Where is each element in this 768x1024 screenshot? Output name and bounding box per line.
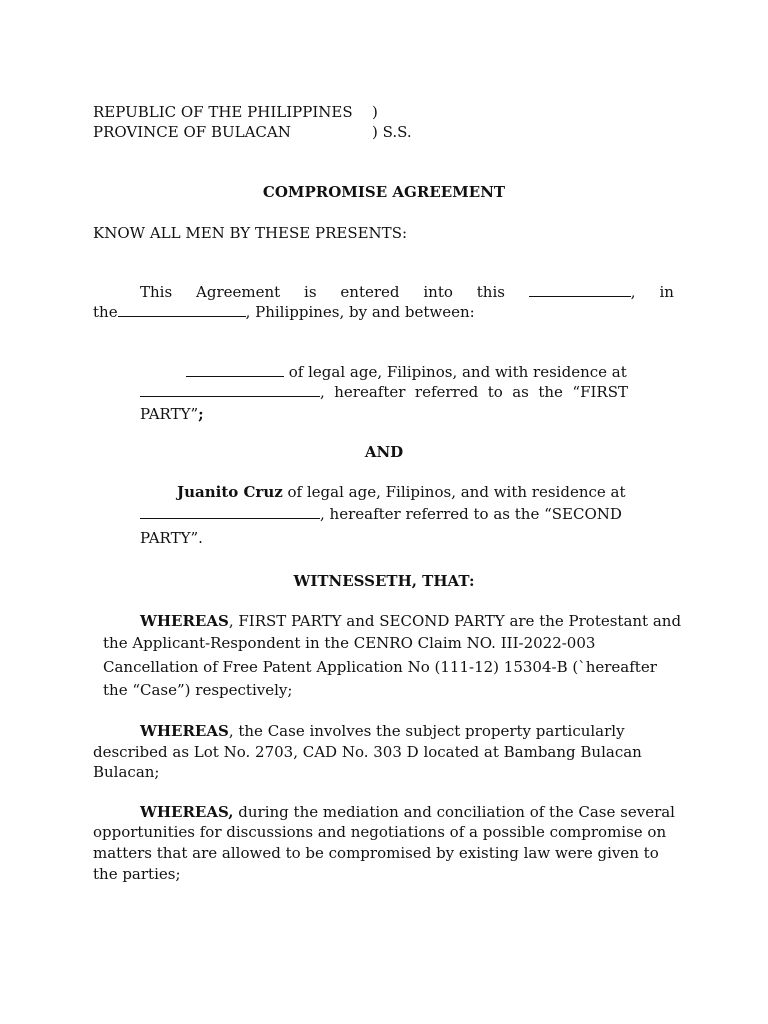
intro-word: entered xyxy=(340,283,400,301)
whereas-2-line-1 xyxy=(140,721,625,741)
whereas-1-line-2: the Applicant-Respondent in the CENRO Claim NO. III-2022-003 xyxy=(103,634,596,652)
header-republic: REPUBLIC OF THE PHILIPPINES xyxy=(93,103,353,121)
first-party-line-1 xyxy=(186,362,627,382)
whereas-1-text-1: , FIRST PARTY and SECOND PARTY are the Protestant and xyxy=(228,612,682,630)
intro-word: This xyxy=(140,283,173,301)
first-party-label: PARTY” xyxy=(140,405,199,423)
first-party-word: the xyxy=(538,383,563,401)
witnesseth-heading: WITNESSETH, THAT: xyxy=(293,572,475,590)
first-party-semicolon: ; xyxy=(198,405,204,423)
whereas-3-line-1 xyxy=(140,802,675,822)
intro-word: into xyxy=(423,283,453,301)
date-blank-group xyxy=(529,282,636,302)
intro-word: is xyxy=(304,283,317,301)
first-party-line-3 xyxy=(140,404,204,424)
whereas-1-line-1 xyxy=(140,611,681,631)
intro-line-1 xyxy=(140,282,674,302)
header-paren: ) xyxy=(372,103,378,121)
date-blank[interactable] xyxy=(529,282,631,297)
first-party-text-1: of legal age, Filipinos, and with residence at xyxy=(284,363,627,381)
whereas-label: WHEREAS, xyxy=(140,803,234,821)
intro-word-in: in xyxy=(659,283,674,301)
whereas-3-line-3: matters that are allowed to be compromised by existing law were given to xyxy=(93,844,659,862)
first-party-residence-group xyxy=(140,382,325,402)
second-party-residence-blank[interactable] xyxy=(140,504,320,519)
first-party-word: “FIRST xyxy=(572,383,628,401)
intro-word: Agreement xyxy=(196,283,281,301)
know-all-line: KNOW ALL MEN BY THESE PRESENTS: xyxy=(93,224,408,242)
first-party-name-blank[interactable] xyxy=(186,362,284,377)
place-blank[interactable] xyxy=(118,302,246,317)
and-label: AND xyxy=(364,443,404,461)
whereas-3-text-1: during the mediation and conciliation of the Case several xyxy=(233,803,675,821)
second-party-name: Juanito Cruz xyxy=(177,483,283,501)
header-province: PROVINCE OF BULACAN xyxy=(93,123,291,141)
whereas-1-line-4: the “Case”) respectively; xyxy=(103,681,293,699)
whereas-2-line-2: described as Lot No. 2703, CAD No. 303 D located at Bambang Bulacan xyxy=(93,743,642,761)
first-party-word: hereafter xyxy=(334,383,406,401)
first-party-comma: , xyxy=(320,383,325,401)
intro-rest: , Philippines, by and between: xyxy=(245,303,475,321)
whereas-2-text-1: , the Case involves the subject property particularly xyxy=(228,722,625,740)
document-title: COMPROMISE AGREEMENT xyxy=(262,183,506,201)
intro-word: this xyxy=(476,283,505,301)
header-ss: ) S.S. xyxy=(372,123,412,141)
first-party-residence-blank[interactable] xyxy=(140,382,320,397)
first-party-line-2 xyxy=(140,382,628,402)
second-party-line-1 xyxy=(177,482,626,502)
whereas-3-line-2: opportunities for discussions and negotiations of a possible compromise on xyxy=(93,823,667,841)
second-party-text-1: of legal age, Filipinos, and with residence at xyxy=(282,483,626,501)
second-party-text-2: , hereafter referred to as the “SECOND xyxy=(320,505,622,523)
intro-comma: , xyxy=(630,283,636,301)
whereas-label: WHEREAS xyxy=(140,612,229,630)
intro-the: the xyxy=(93,303,118,321)
second-party-line-2 xyxy=(140,504,622,524)
whereas-1-line-3: Cancellation of Free Patent Application No (111-12) 15304-B (`hereafter xyxy=(103,658,657,676)
first-party-word: referred xyxy=(414,383,479,401)
whereas-3-line-4: the parties; xyxy=(93,865,181,883)
intro-line-2 xyxy=(93,302,475,322)
second-party-line-3: PARTY”. xyxy=(140,529,203,547)
first-party-word: as xyxy=(512,383,529,401)
whereas-2-line-3: Bulacan; xyxy=(93,763,160,781)
whereas-label: WHEREAS xyxy=(140,722,229,740)
first-party-word: to xyxy=(487,383,503,401)
